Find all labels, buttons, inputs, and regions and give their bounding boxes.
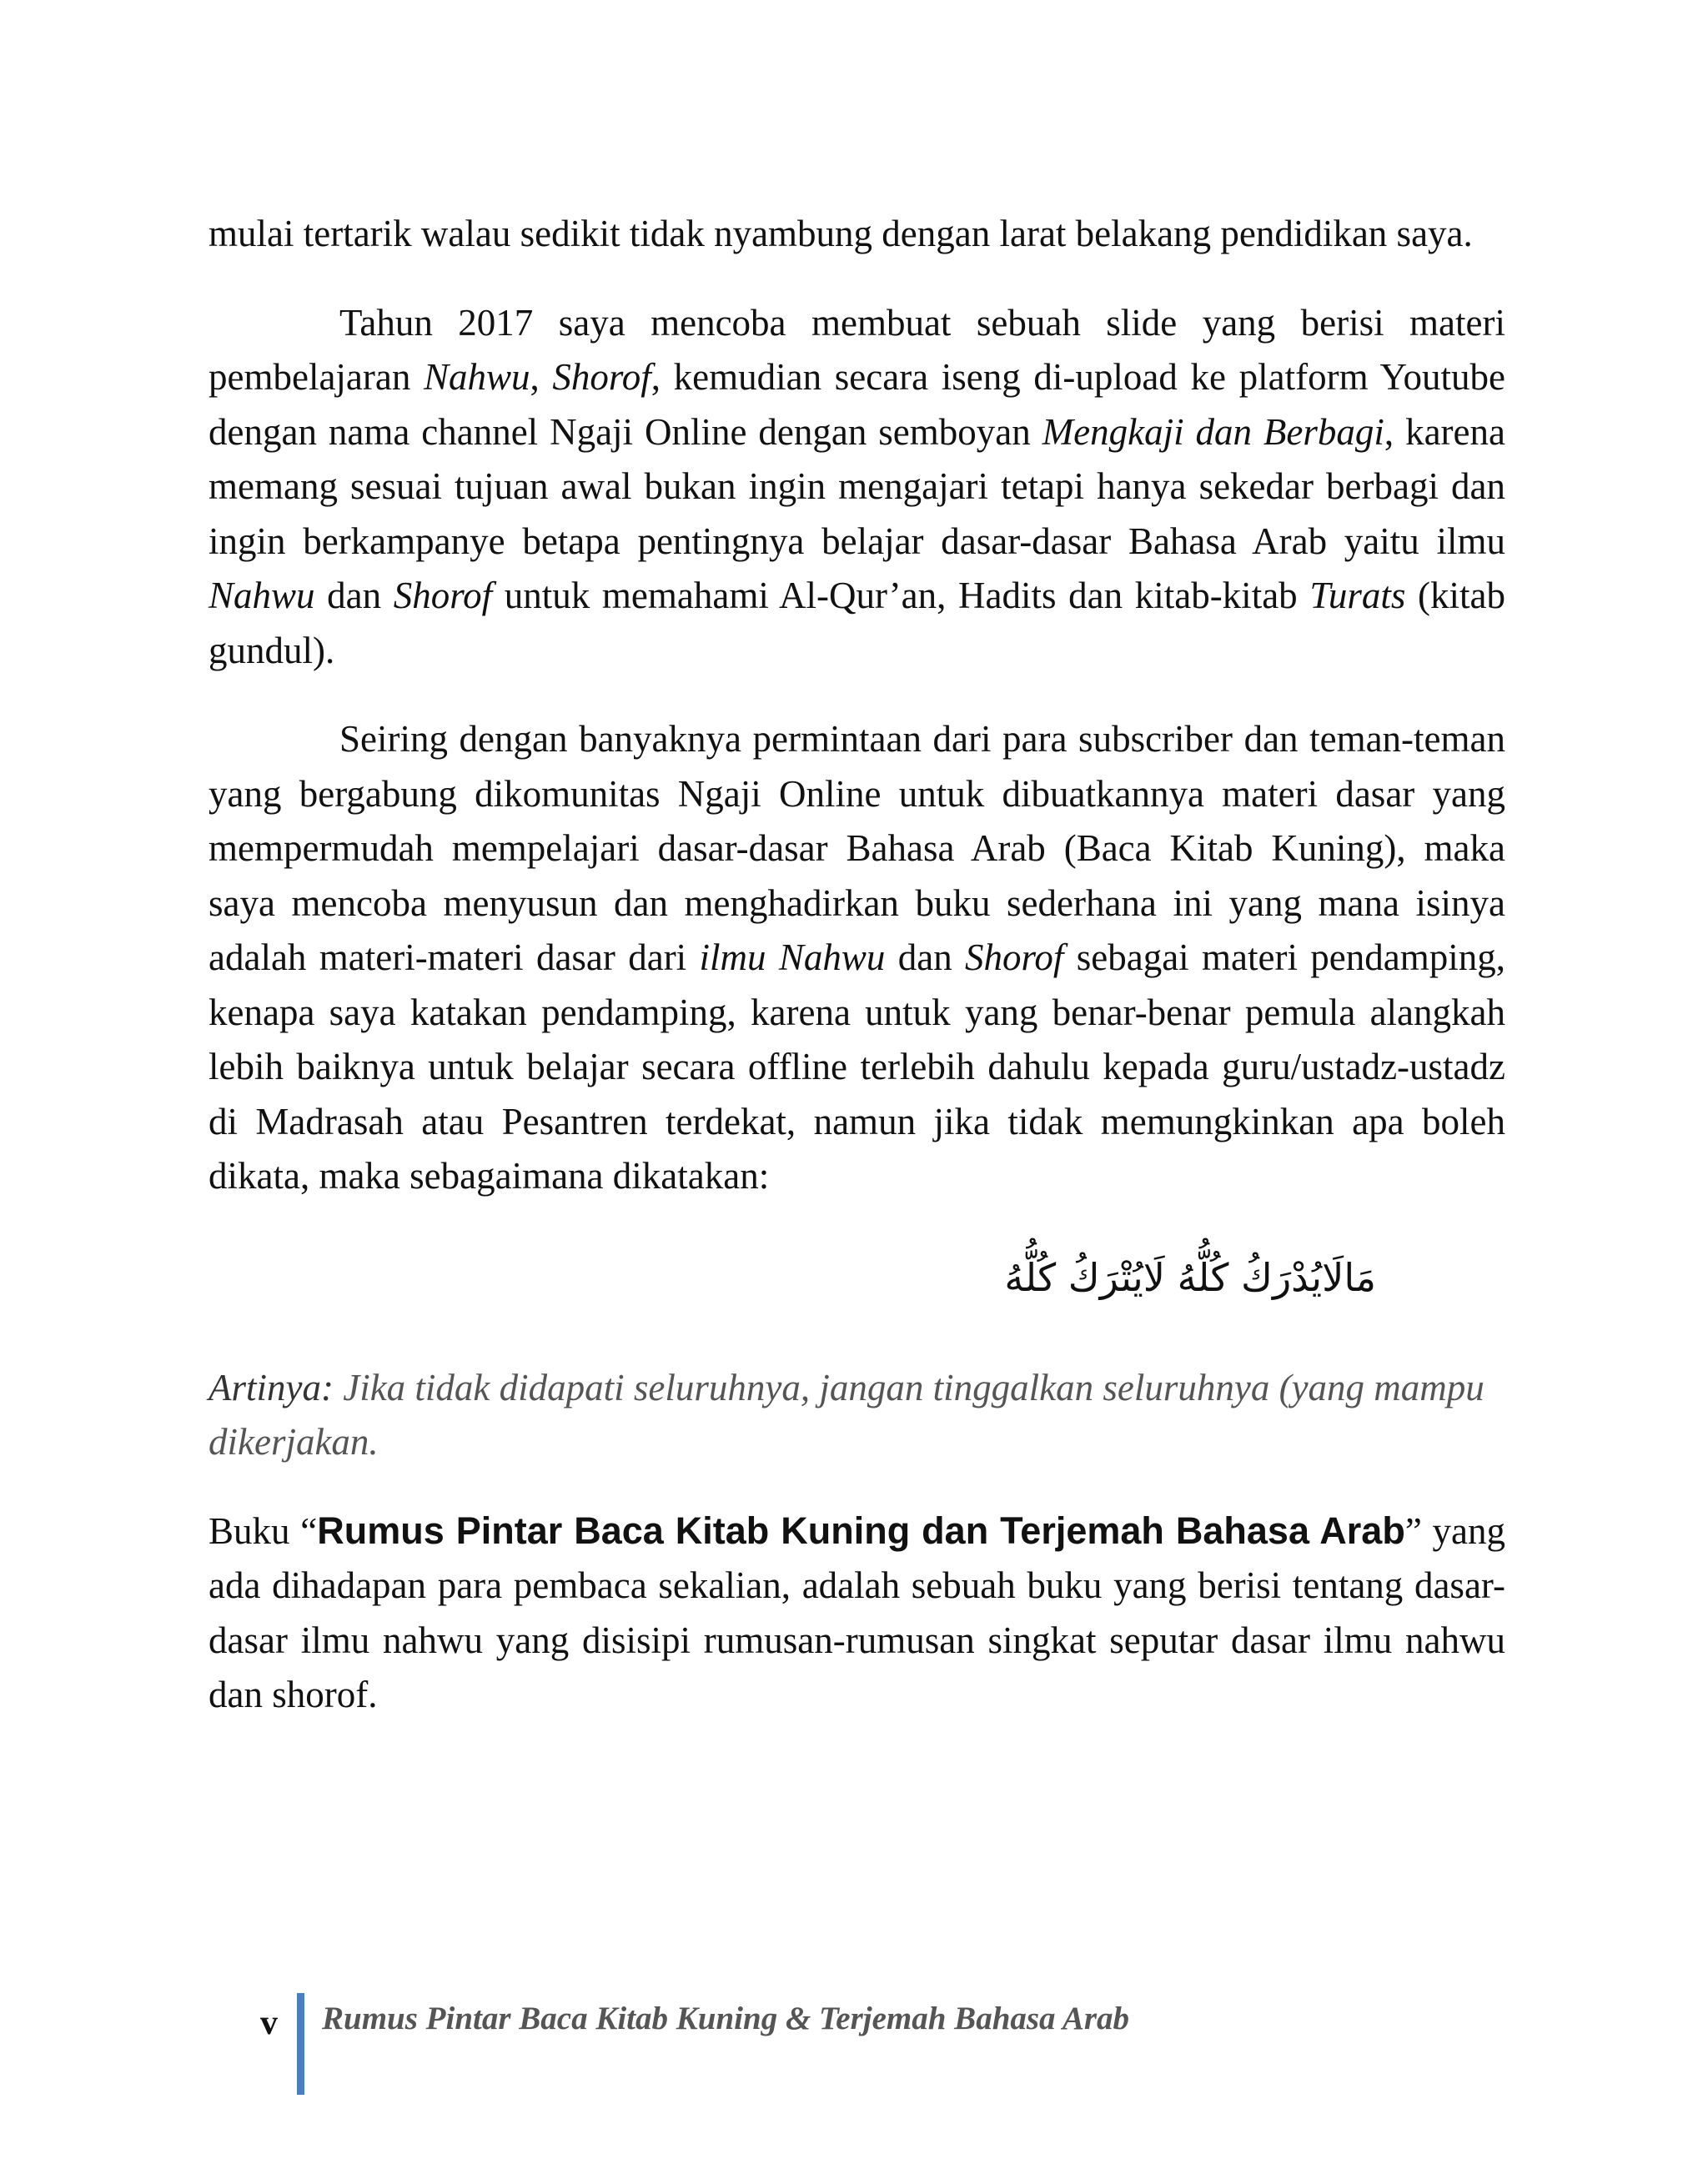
arabic-quote-block [208,1244,1505,1311]
text-segment: ” yang ada dihadapan para pembaca sekalian, adalah sebuah buku yang berisi tentang dasar-dasar ilmu nahwu yang disisipi rumusan-rumusan singkat seputar dasar ilmu nahwu dan shorof. [208,1509,1505,1715]
paragraph-youtube-history [208,296,1505,679]
quote-translation [208,1361,1505,1470]
text-segment: untuk memahami Al-Qur’an, Hadits dan kitab-kitab [492,575,1310,616]
italic-term: Turats [1309,575,1406,616]
text-segment: dan [314,575,394,616]
italic-term: ilmu Nahwu [699,936,886,978]
translation-label: Artinya: [208,1366,334,1408]
paragraph-book-motivation [208,712,1505,1204]
italic-term: Shorof [552,356,651,398]
text-segment: dan [885,936,966,978]
page-body [208,207,1505,1723]
paragraph-intro-continuation: mulai tertarik walau sedikit tidak nyambung dengan larat belakang pendidikan saya. [208,213,1473,254]
translation-text: Jika tidak didapati seluruhnya, jangan tinggalkan seluruhnya (yang mampu dikerjakan. [208,1366,1484,1463]
text-segment: Buku “ [208,1509,318,1552]
footer-divider-bar [297,1993,304,2095]
footer-book-title: Rumus Pintar Baca Kitab Kuning & Terjemah Bahasa Arab [322,2001,1130,2036]
book-title-bold: Rumus Pintar Baca Kitab Kuning dan Terjemah Bahasa Arab [317,1509,1405,1552]
text-segment: Tahun 2017 saya mencoba membuat sebuah slide yang berisi materi pembelajaran [208,301,1505,398]
arabic-quote: مَالَايُدْرَكُ كُلُّهُ لَايُتْرَكُ كُلُّهُ [1004,1254,1376,1300]
text-segment: , karena memang sesuai tujuan awal bukan ingin mengajari tetapi hanya sekedar berbagi dan ingin berkampanye betapa pentingnya belajar dasar-dasar Bahasa Arab yaitu ilmu [208,410,1505,562]
text-segment: Seiring dengan banyaknya permintaan dari para subscriber dan teman-teman yang bergabung dikomunitas Ngaji Online untuk dibuatkannya materi dasar yang mempermudah mempelajari dasar-dasar Bahasa Arab (Baca Kitab Kuning), maka saya mencoba menyusun dan menghadirkan buku sederhana ini yang mana isinya adalah materi-materi dasar dari [208,718,1505,978]
text-segment: sebagai materi pendamping, kenapa saya katakan pendamping, karena untuk yang benar-benar pemula alangkah lebih baiknya untuk belajar secara offline terlebih dahulu kepada guru/ustadz-ustadz di Madrasah atau Pesantren terdekat, namun jika tidak memungkinkan apa boleh dikata, maka sebagaimana dikatakan: [208,936,1505,1197]
italic-term: Nahwu [208,575,315,616]
italic-term: Shorof [393,575,493,616]
text-segment: (kitab gundul). [208,575,1505,671]
text-segment: , [530,356,553,398]
italic-term: Shorof [965,936,1064,978]
text-segment: , kemudian secara iseng di-upload ke platform Youtube dengan nama channel Ngaji Online dengan semboyan [208,356,1506,453]
italic-term: Nahwu [424,356,530,398]
italic-term: Mengkaji dan Berbagi [1042,410,1384,453]
page-number: v [260,2004,278,2042]
paragraph-book-description [208,1504,1505,1723]
